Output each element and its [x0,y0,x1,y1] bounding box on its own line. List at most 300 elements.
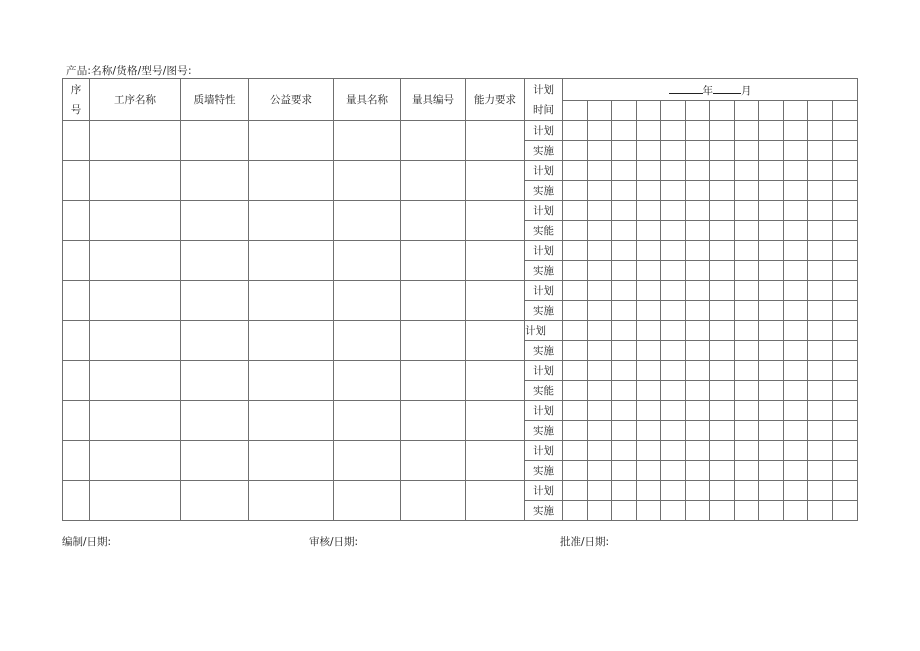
process-name-cell[interactable] [90,481,181,521]
plan-day-cell[interactable] [588,441,612,461]
actual-day-cell[interactable] [661,381,686,401]
actual-day-cell[interactable] [759,381,784,401]
plan-day-cell[interactable] [759,121,784,141]
plan-day-cell[interactable] [808,201,833,221]
plan-day-cell[interactable] [588,401,612,421]
gauge-no-cell[interactable] [401,121,466,161]
actual-day-cell[interactable] [637,221,661,241]
actual-day-cell[interactable] [563,221,588,241]
actual-day-cell[interactable] [833,341,858,361]
actual-day-cell[interactable] [833,461,858,481]
process-name-cell[interactable] [90,361,181,401]
plan-day-cell[interactable] [612,401,637,421]
public-req-cell[interactable] [249,121,334,161]
plan-day-cell[interactable] [759,361,784,381]
plan-day-cell[interactable] [833,361,858,381]
ability-req-cell[interactable] [466,481,525,521]
seq-cell[interactable] [63,281,90,321]
plan-day-cell[interactable] [588,281,612,301]
actual-day-cell[interactable] [808,261,833,281]
quality-cell[interactable] [181,241,249,281]
public-req-cell[interactable] [249,241,334,281]
actual-day-cell[interactable] [759,221,784,241]
actual-day-cell[interactable] [710,381,735,401]
plan-day-cell[interactable] [784,361,808,381]
plan-day-cell[interactable] [784,241,808,261]
actual-day-cell[interactable] [588,181,612,201]
plan-day-cell[interactable] [710,441,735,461]
actual-day-cell[interactable] [637,301,661,321]
actual-day-cell[interactable] [710,141,735,161]
public-req-cell[interactable] [249,281,334,321]
seq-cell[interactable] [63,161,90,201]
plan-day-cell[interactable] [735,241,759,261]
actual-day-cell[interactable] [612,381,637,401]
actual-day-cell[interactable] [686,141,710,161]
actual-day-cell[interactable] [686,501,710,521]
actual-day-cell[interactable] [784,221,808,241]
actual-day-cell[interactable] [612,341,637,361]
actual-day-cell[interactable] [563,501,588,521]
actual-day-cell[interactable] [563,261,588,281]
plan-day-cell[interactable] [612,161,637,181]
plan-day-cell[interactable] [735,441,759,461]
actual-day-cell[interactable] [661,341,686,361]
day-header-cell[interactable] [808,101,833,121]
actual-day-cell[interactable] [735,221,759,241]
gauge-name-cell[interactable] [334,481,401,521]
gauge-name-cell[interactable] [334,361,401,401]
plan-day-cell[interactable] [563,241,588,261]
actual-day-cell[interactable] [612,501,637,521]
plan-day-cell[interactable] [588,201,612,221]
gauge-name-cell[interactable] [334,321,401,361]
plan-day-cell[interactable] [612,481,637,501]
plan-day-cell[interactable] [686,481,710,501]
actual-day-cell[interactable] [612,221,637,241]
plan-day-cell[interactable] [833,481,858,501]
actual-day-cell[interactable] [563,181,588,201]
plan-day-cell[interactable] [759,161,784,181]
seq-cell[interactable] [63,481,90,521]
actual-day-cell[interactable] [833,181,858,201]
actual-day-cell[interactable] [710,461,735,481]
actual-day-cell[interactable] [784,501,808,521]
actual-day-cell[interactable] [735,421,759,441]
gauge-no-cell[interactable] [401,161,466,201]
actual-day-cell[interactable] [784,301,808,321]
plan-day-cell[interactable] [563,281,588,301]
plan-day-cell[interactable] [563,481,588,501]
plan-day-cell[interactable] [759,321,784,341]
plan-day-cell[interactable] [661,121,686,141]
actual-day-cell[interactable] [759,301,784,321]
plan-day-cell[interactable] [563,201,588,221]
actual-day-cell[interactable] [833,301,858,321]
plan-day-cell[interactable] [612,281,637,301]
actual-day-cell[interactable] [759,461,784,481]
actual-day-cell[interactable] [588,421,612,441]
day-header-cell[interactable] [637,101,661,121]
plan-day-cell[interactable] [710,241,735,261]
day-header-cell[interactable] [735,101,759,121]
actual-day-cell[interactable] [563,421,588,441]
actual-day-cell[interactable] [833,261,858,281]
public-req-cell[interactable] [249,481,334,521]
day-header-cell[interactable] [686,101,710,121]
plan-day-cell[interactable] [808,121,833,141]
actual-day-cell[interactable] [735,261,759,281]
ability-req-cell[interactable] [466,281,525,321]
actual-day-cell[interactable] [833,141,858,161]
plan-day-cell[interactable] [735,281,759,301]
plan-day-cell[interactable] [661,481,686,501]
ability-req-cell[interactable] [466,321,525,361]
plan-day-cell[interactable] [710,281,735,301]
actual-day-cell[interactable] [784,461,808,481]
plan-day-cell[interactable] [661,441,686,461]
actual-day-cell[interactable] [588,341,612,361]
plan-day-cell[interactable] [686,401,710,421]
ability-req-cell[interactable] [466,361,525,401]
actual-day-cell[interactable] [710,301,735,321]
plan-day-cell[interactable] [686,241,710,261]
plan-day-cell[interactable] [612,241,637,261]
actual-day-cell[interactable] [686,341,710,361]
actual-day-cell[interactable] [784,261,808,281]
actual-day-cell[interactable] [686,181,710,201]
actual-day-cell[interactable] [686,461,710,481]
quality-cell[interactable] [181,481,249,521]
actual-day-cell[interactable] [661,141,686,161]
plan-day-cell[interactable] [612,201,637,221]
actual-day-cell[interactable] [637,181,661,201]
process-name-cell[interactable] [90,161,181,201]
plan-day-cell[interactable] [710,481,735,501]
plan-day-cell[interactable] [833,401,858,421]
plan-day-cell[interactable] [833,441,858,461]
actual-day-cell[interactable] [833,501,858,521]
actual-day-cell[interactable] [833,381,858,401]
day-header-cell[interactable] [833,101,858,121]
actual-day-cell[interactable] [661,181,686,201]
plan-day-cell[interactable] [833,241,858,261]
actual-day-cell[interactable] [637,501,661,521]
actual-day-cell[interactable] [759,501,784,521]
ability-req-cell[interactable] [466,201,525,241]
seq-cell[interactable] [63,441,90,481]
day-header-cell[interactable] [710,101,735,121]
quality-cell[interactable] [181,161,249,201]
plan-day-cell[interactable] [686,201,710,221]
actual-day-cell[interactable] [612,301,637,321]
process-name-cell[interactable] [90,321,181,361]
process-name-cell[interactable] [90,121,181,161]
plan-day-cell[interactable] [735,201,759,221]
plan-day-cell[interactable] [637,201,661,221]
plan-day-cell[interactable] [759,481,784,501]
actual-day-cell[interactable] [784,421,808,441]
actual-day-cell[interactable] [637,141,661,161]
plan-day-cell[interactable] [808,361,833,381]
plan-day-cell[interactable] [563,361,588,381]
plan-day-cell[interactable] [735,361,759,381]
actual-day-cell[interactable] [612,461,637,481]
public-req-cell[interactable] [249,361,334,401]
actual-day-cell[interactable] [735,381,759,401]
actual-day-cell[interactable] [588,381,612,401]
plan-day-cell[interactable] [833,321,858,341]
gauge-name-cell[interactable] [334,441,401,481]
day-header-cell[interactable] [784,101,808,121]
plan-day-cell[interactable] [637,361,661,381]
plan-day-cell[interactable] [563,321,588,341]
plan-day-cell[interactable] [735,121,759,141]
plan-day-cell[interactable] [686,321,710,341]
plan-day-cell[interactable] [686,121,710,141]
actual-day-cell[interactable] [808,141,833,161]
gauge-name-cell[interactable] [334,401,401,441]
actual-day-cell[interactable] [686,261,710,281]
plan-day-cell[interactable] [637,241,661,261]
plan-day-cell[interactable] [710,361,735,381]
actual-day-cell[interactable] [563,141,588,161]
actual-day-cell[interactable] [661,301,686,321]
actual-day-cell[interactable] [563,461,588,481]
process-name-cell[interactable] [90,441,181,481]
plan-day-cell[interactable] [686,441,710,461]
actual-day-cell[interactable] [710,181,735,201]
plan-day-cell[interactable] [637,401,661,421]
actual-day-cell[interactable] [686,421,710,441]
actual-day-cell[interactable] [637,381,661,401]
actual-day-cell[interactable] [833,421,858,441]
quality-cell[interactable] [181,201,249,241]
quality-cell[interactable] [181,401,249,441]
seq-cell[interactable] [63,321,90,361]
ability-req-cell[interactable] [466,241,525,281]
plan-day-cell[interactable] [661,361,686,381]
gauge-no-cell[interactable] [401,401,466,441]
seq-cell[interactable] [63,241,90,281]
actual-day-cell[interactable] [710,501,735,521]
plan-day-cell[interactable] [808,441,833,461]
actual-day-cell[interactable] [759,181,784,201]
plan-day-cell[interactable] [637,121,661,141]
actual-day-cell[interactable] [735,141,759,161]
public-req-cell[interactable] [249,441,334,481]
actual-day-cell[interactable] [563,381,588,401]
plan-day-cell[interactable] [784,121,808,141]
plan-day-cell[interactable] [637,281,661,301]
actual-day-cell[interactable] [686,221,710,241]
actual-day-cell[interactable] [661,261,686,281]
ability-req-cell[interactable] [466,401,525,441]
actual-day-cell[interactable] [808,461,833,481]
actual-day-cell[interactable] [735,501,759,521]
plan-day-cell[interactable] [637,441,661,461]
gauge-no-cell[interactable] [401,281,466,321]
gauge-no-cell[interactable] [401,441,466,481]
actual-day-cell[interactable] [686,301,710,321]
plan-day-cell[interactable] [759,441,784,461]
plan-day-cell[interactable] [661,241,686,261]
plan-day-cell[interactable] [759,401,784,421]
actual-day-cell[interactable] [784,181,808,201]
actual-day-cell[interactable] [784,381,808,401]
plan-day-cell[interactable] [637,481,661,501]
plan-day-cell[interactable] [759,201,784,221]
actual-day-cell[interactable] [588,141,612,161]
plan-day-cell[interactable] [808,321,833,341]
plan-day-cell[interactable] [588,241,612,261]
plan-day-cell[interactable] [784,161,808,181]
actual-day-cell[interactable] [735,341,759,361]
plan-day-cell[interactable] [637,321,661,341]
quality-cell[interactable] [181,441,249,481]
plan-day-cell[interactable] [784,201,808,221]
day-header-cell[interactable] [612,101,637,121]
quality-cell[interactable] [181,321,249,361]
plan-day-cell[interactable] [808,161,833,181]
actual-day-cell[interactable] [808,381,833,401]
actual-day-cell[interactable] [661,501,686,521]
plan-day-cell[interactable] [710,321,735,341]
plan-day-cell[interactable] [563,161,588,181]
plan-day-cell[interactable] [784,441,808,461]
process-name-cell[interactable] [90,401,181,441]
actual-day-cell[interactable] [661,221,686,241]
actual-day-cell[interactable] [588,301,612,321]
plan-day-cell[interactable] [808,481,833,501]
plan-day-cell[interactable] [661,321,686,341]
process-name-cell[interactable] [90,201,181,241]
quality-cell[interactable] [181,121,249,161]
year-blank[interactable] [669,83,703,94]
actual-day-cell[interactable] [637,261,661,281]
plan-day-cell[interactable] [784,481,808,501]
plan-day-cell[interactable] [759,241,784,261]
day-header-cell[interactable] [563,101,588,121]
plan-day-cell[interactable] [661,201,686,221]
day-header-cell[interactable] [661,101,686,121]
actual-day-cell[interactable] [588,221,612,241]
plan-day-cell[interactable] [686,281,710,301]
day-header-cell[interactable] [759,101,784,121]
plan-day-cell[interactable] [759,281,784,301]
plan-day-cell[interactable] [661,281,686,301]
actual-day-cell[interactable] [612,181,637,201]
plan-day-cell[interactable] [588,161,612,181]
gauge-name-cell[interactable] [334,241,401,281]
quality-cell[interactable] [181,281,249,321]
plan-day-cell[interactable] [710,201,735,221]
actual-day-cell[interactable] [661,421,686,441]
gauge-no-cell[interactable] [401,241,466,281]
plan-day-cell[interactable] [710,401,735,421]
seq-cell[interactable] [63,121,90,161]
gauge-no-cell[interactable] [401,201,466,241]
plan-day-cell[interactable] [612,121,637,141]
public-req-cell[interactable] [249,401,334,441]
month-blank[interactable] [713,83,741,94]
plan-day-cell[interactable] [563,121,588,141]
actual-day-cell[interactable] [661,461,686,481]
public-req-cell[interactable] [249,201,334,241]
day-header-cell[interactable] [588,101,612,121]
actual-day-cell[interactable] [710,261,735,281]
actual-day-cell[interactable] [612,261,637,281]
actual-day-cell[interactable] [563,301,588,321]
public-req-cell[interactable] [249,321,334,361]
ability-req-cell[interactable] [466,121,525,161]
seq-cell[interactable] [63,201,90,241]
actual-day-cell[interactable] [588,261,612,281]
actual-day-cell[interactable] [833,221,858,241]
actual-day-cell[interactable] [784,141,808,161]
gauge-name-cell[interactable] [334,121,401,161]
plan-day-cell[interactable] [833,161,858,181]
plan-day-cell[interactable] [588,321,612,341]
actual-day-cell[interactable] [808,301,833,321]
plan-day-cell[interactable] [661,401,686,421]
plan-day-cell[interactable] [588,361,612,381]
actual-day-cell[interactable] [808,421,833,441]
actual-day-cell[interactable] [637,341,661,361]
plan-day-cell[interactable] [637,161,661,181]
actual-day-cell[interactable] [759,421,784,441]
process-name-cell[interactable] [90,241,181,281]
ability-req-cell[interactable] [466,441,525,481]
plan-day-cell[interactable] [563,441,588,461]
plan-day-cell[interactable] [563,401,588,421]
plan-day-cell[interactable] [808,241,833,261]
actual-day-cell[interactable] [686,381,710,401]
plan-day-cell[interactable] [661,161,686,181]
actual-day-cell[interactable] [710,341,735,361]
plan-day-cell[interactable] [784,281,808,301]
plan-day-cell[interactable] [686,161,710,181]
gauge-no-cell[interactable] [401,481,466,521]
plan-day-cell[interactable] [735,161,759,181]
plan-day-cell[interactable] [784,321,808,341]
actual-day-cell[interactable] [808,341,833,361]
ability-req-cell[interactable] [466,161,525,201]
actual-day-cell[interactable] [612,141,637,161]
plan-day-cell[interactable] [588,481,612,501]
actual-day-cell[interactable] [588,461,612,481]
actual-day-cell[interactable] [759,141,784,161]
gauge-no-cell[interactable] [401,321,466,361]
plan-day-cell[interactable] [710,161,735,181]
plan-day-cell[interactable] [833,201,858,221]
gauge-name-cell[interactable] [334,201,401,241]
seq-cell[interactable] [63,401,90,441]
seq-cell[interactable] [63,361,90,401]
plan-day-cell[interactable] [833,281,858,301]
plan-day-cell[interactable] [808,281,833,301]
actual-day-cell[interactable] [563,341,588,361]
actual-day-cell[interactable] [784,341,808,361]
actual-day-cell[interactable] [808,221,833,241]
actual-day-cell[interactable] [637,421,661,441]
actual-day-cell[interactable] [710,221,735,241]
gauge-name-cell[interactable] [334,281,401,321]
plan-day-cell[interactable] [710,121,735,141]
actual-day-cell[interactable] [588,501,612,521]
actual-day-cell[interactable] [612,421,637,441]
plan-day-cell[interactable] [612,361,637,381]
